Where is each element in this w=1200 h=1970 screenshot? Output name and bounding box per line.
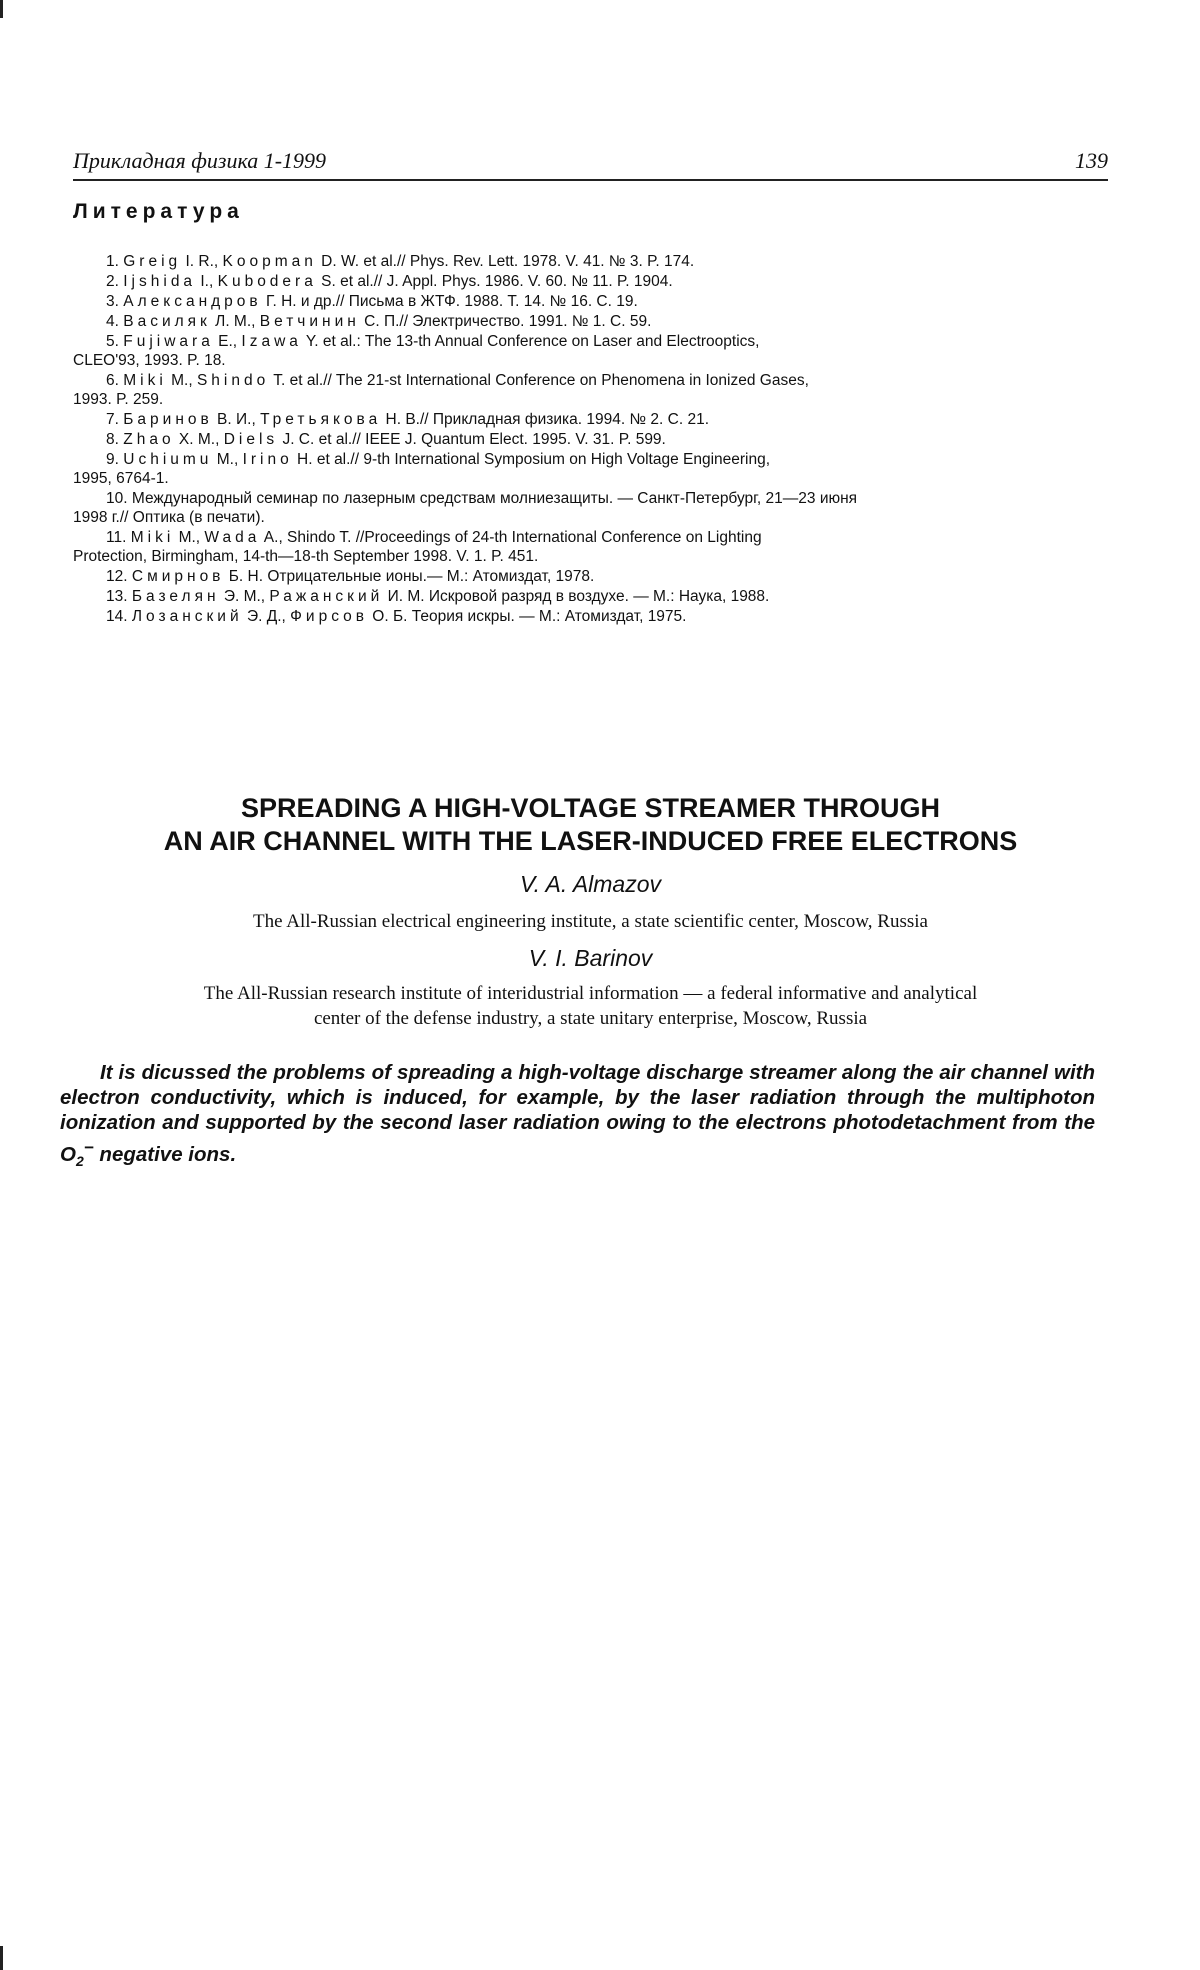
reference-continuation: 1993. P. 259.	[73, 391, 164, 408]
reference-continuation: 1998 г.// Оптика (в печати).	[73, 509, 265, 526]
abstract-subscript: 2	[75, 1152, 84, 1169]
reference-author: Ветчинин	[259, 313, 360, 330]
reference-line	[73, 567, 1108, 586]
reference-text: S. et al.// J. Appl. Phys. 1986. V. 60. № 11. P. 1904.	[316, 273, 673, 290]
affiliation-2	[73, 981, 1108, 1031]
reference-line	[73, 410, 1108, 429]
reference-text: И. М. Искровой разряд в воздухе. — М.: Наука, 1988.	[383, 588, 770, 605]
reference-item	[73, 371, 1108, 409]
reference-line	[73, 272, 1108, 291]
article-title-line-2: AN AIR CHANNEL WITH THE LASER-INDUCED FREE ELECTRONS	[163, 826, 1018, 856]
reference-number: 12.	[106, 568, 128, 585]
reference-text: Э. Д.,	[242, 608, 291, 625]
journal-name: Прикладная физика 1-1999	[73, 148, 327, 173]
reference-author: Ijshida	[123, 273, 197, 290]
reference-line	[73, 371, 1108, 390]
reference-author: Uchiumu	[123, 451, 213, 468]
reference-line	[73, 489, 1108, 508]
reference-text: Б. Н. Отрицательные ионы.— М.: Атомиздат, 1978.	[224, 568, 595, 585]
reference-continuation: CLEO'93, 1993. P. 18.	[73, 352, 226, 369]
reference-author: Miki	[130, 529, 175, 546]
reference-text: T. et al.// The 21-st International Conference on Phenomena in Ionized Gases,	[269, 372, 809, 389]
reference-line	[73, 292, 1108, 311]
abstract-superscript: −	[83, 1138, 94, 1157]
reference-text: X. M.,	[174, 431, 224, 448]
author-1: V. A. Almazov	[519, 871, 662, 897]
reference-text: M.,	[166, 372, 197, 389]
reference-line	[73, 450, 1108, 469]
reference-list	[73, 252, 1108, 627]
reference-item	[73, 410, 1108, 429]
reference-item	[73, 312, 1108, 331]
header-rule	[73, 179, 1108, 181]
reference-text: С. П.// Электричество. 1991. № 1. С. 59.	[359, 313, 652, 330]
reference-line	[73, 312, 1108, 331]
reference-author: Ражанский	[269, 588, 384, 605]
reference-continuation: 1995, 6764-1.	[73, 470, 169, 487]
reference-item	[73, 272, 1108, 291]
reference-number: 8.	[106, 431, 119, 448]
reference-number: 6.	[106, 372, 119, 389]
reference-text: В. И.,	[212, 411, 261, 428]
reference-text: Y. et al.: The 13-th Annual Conference on Laser and Electrooptics,	[301, 333, 760, 350]
reference-item	[73, 587, 1108, 606]
reference-author: Фирсов	[290, 608, 368, 625]
reference-text: H. et al.// 9-th International Symposium on High Voltage Engineering,	[292, 451, 771, 468]
reference-number: 7.	[106, 411, 119, 428]
reference-number: 4.	[106, 313, 119, 330]
reference-number: 2.	[106, 273, 119, 290]
reference-author: Wada	[204, 529, 261, 546]
reference-author: Kubodera	[217, 273, 317, 290]
reference-text: I. R.,	[181, 253, 223, 270]
reference-text: О. Б. Теория искры. — М.: Атомиздат, 1975.	[367, 608, 687, 625]
reference-item	[73, 430, 1108, 449]
reference-text: D. W. et al.// Phys. Rev. Lett. 1978. V. 41. № 3. P. 174.	[316, 253, 695, 270]
reference-line	[73, 332, 1108, 351]
reference-text: Л. М.,	[210, 313, 260, 330]
reference-item	[73, 332, 1108, 370]
affiliation-2-line-2: center of the defense industry, a state unitary enterprise, Moscow, Russia	[313, 1008, 868, 1029]
reference-text: M.,	[212, 451, 243, 468]
reference-text: Международный семинар по лазерным средствам молниезащиты. — Санкт-Петербург, 21—23 июня	[131, 490, 858, 507]
reference-line	[73, 430, 1108, 449]
reference-text: Н. В.// Прикладная физика. 1994. № 2. С. 21.	[381, 411, 710, 428]
reference-number: 9.	[106, 451, 119, 468]
reference-author: Koopman	[222, 253, 317, 270]
reference-item	[73, 607, 1108, 626]
reference-author: Василяк	[123, 313, 211, 330]
references-heading: Литература	[73, 200, 244, 223]
reference-text: I.,	[196, 273, 218, 290]
reference-text: M.,	[174, 529, 205, 546]
reference-item	[73, 450, 1108, 488]
reference-line	[73, 607, 1108, 626]
reference-text: E.,	[213, 333, 242, 350]
reference-item	[73, 292, 1108, 311]
reference-author: Miki	[123, 372, 167, 389]
reference-number: 1.	[106, 253, 119, 270]
reference-number: 10.	[106, 490, 128, 507]
page-number: 139	[1075, 148, 1108, 173]
reference-text: Э. М.,	[219, 588, 270, 605]
reference-number: 13.	[106, 588, 128, 605]
reference-author: Diels	[223, 431, 279, 448]
reference-author: Shindo	[196, 372, 270, 389]
affiliation-2-line-1: The All-Russian research institute of interidustrial information — a federal informative and analytical	[203, 983, 978, 1004]
reference-item	[73, 567, 1108, 586]
reference-author: Базелян	[131, 588, 220, 605]
reference-line	[73, 587, 1108, 606]
reference-author: Смирнов	[131, 568, 225, 585]
reference-author: Третьякова	[260, 411, 382, 428]
reference-text: Г. Н. и др.// Письма в ЖТФ. 1988. Т. 14. № 16. С. 19.	[261, 293, 638, 310]
reference-author: Irino	[242, 451, 293, 468]
abstract	[60, 1060, 1095, 1174]
reference-author: Александров	[123, 293, 262, 310]
reference-line	[73, 528, 1108, 547]
reference-number: 11.	[106, 529, 127, 546]
reference-text: A., Shindo T. //Proceedings of 24-th International Conference on Lighting	[260, 529, 762, 546]
abstract-text: It is dicussed the problems of spreading a high-voltage discharge streamer along the air channel with electron conductivity, which is induced, for example, by the laser radiation through the multiphoton ionization and supported by the second laser radiation owing to the electrons photodetachment from the O	[60, 1061, 1095, 1166]
scan-edge-mark-top	[0, 0, 3, 18]
reference-item	[73, 252, 1108, 271]
reference-author: Fujiwara	[123, 333, 214, 350]
reference-item	[73, 528, 1108, 566]
reference-author: Баринов	[123, 411, 213, 428]
reference-number: 14.	[106, 608, 128, 625]
reference-author: Greig	[123, 253, 182, 270]
author-2: V. I. Barinov	[528, 945, 653, 971]
reference-number: 5.	[106, 333, 119, 350]
reference-author: Izawa	[241, 333, 302, 350]
article-title-line-1: SPREADING A HIGH-VOLTAGE STREAMER THROUGH	[240, 793, 940, 823]
reference-number: 3.	[106, 293, 119, 310]
reference-author: Zhao	[123, 431, 175, 448]
reference-author: Лозанский	[131, 608, 243, 625]
article-title	[73, 792, 1108, 858]
affiliation-1: The All-Russian electrical engineering institute, a state scientific center, Moscow, Russia	[253, 911, 928, 932]
abstract-ending: negative ions.	[93, 1142, 237, 1166]
reference-line	[73, 252, 1108, 271]
reference-text: J. C. et al.// IEEE J. Quantum Elect. 1995. V. 31. P. 599.	[278, 431, 666, 448]
reference-item	[73, 489, 1108, 527]
reference-continuation: Protection, Birmingham, 14-th—18-th September 1998. V. 1. P. 451.	[73, 548, 539, 565]
scan-edge-mark-bottom	[0, 1946, 3, 1970]
